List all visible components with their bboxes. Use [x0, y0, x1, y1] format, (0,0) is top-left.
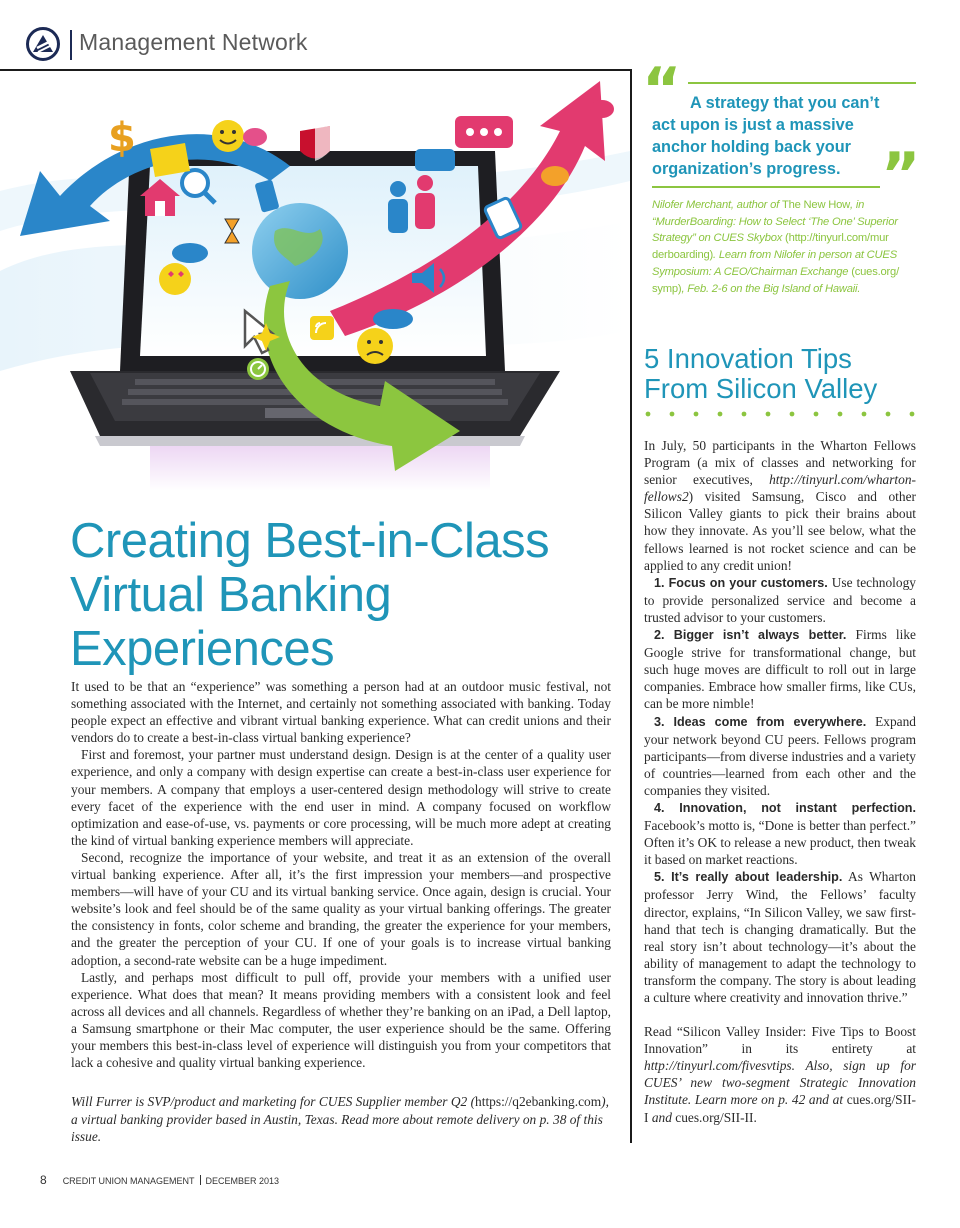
- intro-link[interactable]: http://tinyurl.com/wharton-fellows2: [644, 472, 916, 505]
- closing-text: . Also, sign up for CUES’ new two-segment Strategic Innovation Institute. Learn more on p. 42 and at: [644, 1058, 916, 1108]
- attr-text: “MurderBoarding: How to Select ‘The One’ Superior: [652, 215, 898, 228]
- attr-book-title: The New How: [781, 199, 851, 211]
- close-quote-icon: ”: [881, 140, 921, 210]
- article-body: [71, 678, 611, 1071]
- quote-line: organization’s progress.: [652, 160, 841, 178]
- article-paragraph: First and foremost, your partner must understand design. Design is at the center of a quality user experience, and only a company with design expertise can create a best-in-class user experience for your members. A company that employs a user-centered design methodology will strive to create every facet of the experience with the end user in mind. A company focused on workflow optimization and ease-of-use, vs. payments or core processing, will be much more adept at creating the kind of virtual banking experience members will appreciate.: [71, 747, 611, 848]
- closing-link[interactable]: http://tinyurl.com/fivesvtips: [644, 1058, 792, 1074]
- attr-link[interactable]: (http://tinyurl.com/mur: [785, 232, 889, 245]
- title-line: Virtual Banking: [70, 568, 392, 622]
- article-paragraph: Second, recognize the importance of your website, and treat it as an extension of the overall virtual banking experience. After all, it’s the first impression your members—and prospective members—will have of your CU and its virtual banking service. Once again, design is crucial. Your website’s look and feel should be of the same quality as your virtual banking offerings. The greater the consistency in fonts, color scheme and branding, the greater the experience for your members, and the greater the perception of your CU. If one of your goals is to increase virtual banking adoption, a second-rate website can be a huge impediment.: [71, 849, 611, 968]
- title-line: Creating Best-in-Class: [70, 514, 550, 568]
- header-divider: [70, 30, 72, 60]
- quote-attribution: [652, 197, 914, 297]
- tips-title-line: From Silicon Valley: [644, 373, 878, 404]
- quote-rule-bottom: [652, 186, 880, 188]
- publication-name: CREDIT UNION MANAGEMENT: [62, 1176, 195, 1186]
- tips-title-line: 5 Innovation Tips: [644, 343, 852, 374]
- page-footer: [40, 1173, 279, 1187]
- envelope-icon: [150, 143, 190, 177]
- closing-link[interactable]: cues.org/SII-II: [675, 1109, 754, 1125]
- attr-text: . Learn from Nilofer in person at CUES: [713, 249, 897, 262]
- attr-text: Symposium: A CEO/Chairman Exchange: [652, 265, 852, 278]
- dollar-icon: [108, 115, 136, 161]
- issue-date: DECEMBER 2013: [205, 1176, 280, 1186]
- rss-icon: [310, 316, 334, 340]
- author-byline: [71, 1093, 611, 1146]
- footer-divider: [200, 1175, 201, 1185]
- byline-link[interactable]: https://q2ebanking.com: [475, 1094, 602, 1109]
- intro-text: ) visited Samsung, Cisco and other Silicon Valley giants to pick their brains about how they innovate. As you’ll see below, what the fellows learned is not rocket science and can be applied to any credit union!: [644, 489, 916, 573]
- byline-text: ), a virtual banking provider based in Austin, Texas. Read more about remote delivery on p. 38 of this issue.: [71, 1094, 609, 1145]
- page-number: 8: [40, 1173, 47, 1187]
- page-header: [0, 0, 960, 70]
- tips-title: [644, 344, 944, 404]
- tip-text: Facebook’s motto is, “Done is better than perfect.” Often it’s OK to release a new product, then tweak it based on market reactions.: [644, 818, 916, 868]
- tip-heading: 2. Bigger isn’t always better.: [654, 628, 847, 643]
- tips-closing: [644, 1023, 916, 1126]
- column-rule: [630, 69, 632, 1143]
- tip-text: As Wharton professor Jerry Wind, the Fellows’ faculty director, explains, “In Silicon Valley, we saw first-hand that tech is changing dramatically. But the real story isn’t about technology—it’s about the ability of management to adapt the technology to transform the company. The story is about leading a culture where creativity and innovation thrive.”: [644, 869, 916, 1005]
- tip-text: Firms like Google strive for transformational change, but such huge moves are difficult to roll out in large companies. Embrace how smaller firms, like CUs, can be more nimble!: [644, 627, 916, 712]
- section-title: Management Network: [79, 29, 308, 55]
- attr-text: , Feb. 2-6 on the Big Island of Hawaii.: [681, 282, 861, 295]
- title-line: Experiences: [70, 622, 335, 676]
- svg-text:$: $: [108, 115, 136, 161]
- tip-heading: 3. Ideas come from everywhere.: [654, 714, 867, 729]
- sad-face-icon: [357, 328, 393, 364]
- attr-text: , in: [850, 199, 865, 211]
- tip-item: [644, 799, 916, 868]
- tip-text: Expand your network beyond CU peers. Fellows program participants—from diverse industries and a variety of countries—learned from each other and the companies they visited.: [644, 713, 916, 798]
- closing-text: Read “Silicon Valley Insider: Five Tips to Boost Innovation” in its entirety at: [644, 1024, 916, 1057]
- article-paragraph: Lastly, and perhaps most difficult to pull off, provide your members with a unified user experience. What does that mean? It means providing members with a consistent look and feel across all devices and all channels. Regardless of whether they’re banking on an iPad, a Dell laptop, a Samsung smartphone or their Mac computer, the user experience should be the same. Offering your members this best-in-class level of experience will distinguish you from your competitors that lack a cohesive and quality virtual banking experience.: [71, 969, 611, 1071]
- byline-text: Will Furrer is SVP/product and marketing for CUES Supplier member Q2 (: [71, 1094, 476, 1109]
- intro-text: In July, 50 participants in the Wharton Fellows Program (a mix of classes and networking for senior executives,: [644, 438, 916, 488]
- open-quote-icon: “: [642, 55, 682, 125]
- chat-bubble-icon: [243, 128, 267, 146]
- closing-link[interactable]: cues.org/SII-I: [644, 1092, 916, 1125]
- tip-item: [644, 626, 916, 712]
- tip-item: [644, 713, 916, 799]
- tip-heading: 4. Innovation, not instant perfection.: [654, 800, 916, 815]
- quote-rule-top: [688, 82, 916, 84]
- attr-link[interactable]: (cues.org/: [851, 265, 899, 278]
- attr-link[interactable]: symp): [652, 282, 682, 295]
- closing-text: and: [648, 1109, 676, 1125]
- tip-heading: 1. Focus on your customers.: [654, 575, 828, 590]
- attr-text: Strategy” on CUES Skybox: [652, 232, 786, 245]
- tip-item: [644, 868, 916, 1006]
- blue-bubble-icon: [172, 243, 208, 263]
- attr-link[interactable]: derboarding): [652, 249, 714, 262]
- dotted-divider: [644, 409, 934, 419]
- hero-illustration: [0, 71, 630, 511]
- quote-line: act upon is just a massive: [652, 116, 854, 134]
- paragraph-gap: [644, 1006, 916, 1023]
- chat-box-icon: [415, 149, 455, 171]
- tip-item: [644, 574, 916, 626]
- tip-heading: 5. It’s really about leadership.: [654, 870, 843, 885]
- smiley-icon: [212, 120, 244, 152]
- cues-logo-icon: [26, 27, 60, 61]
- article-title: [70, 514, 630, 676]
- article-paragraph: It used to be that an “experience” was something a person had at an outdoor music festival, not something associated with the Internet, and certainly not something associated with banking. Today people expect an effective and vibrant virtual banking experience. What can credit unions and their vendors do to create a best-in-class virtual banking experience?: [71, 679, 611, 746]
- tips-intro: [644, 437, 916, 574]
- closing-text: .: [753, 1109, 757, 1125]
- quote-line: A strategy that you can’t: [690, 94, 880, 112]
- tip-text: Use technology to provide personalized service and become a trusted advisor to your customers.: [644, 574, 916, 625]
- pull-quote: [652, 92, 892, 180]
- tips-body: [644, 437, 916, 1126]
- attr-text: Nilofer Merchant, author of: [652, 199, 782, 211]
- heart-face-icon: [159, 263, 191, 295]
- blue-bubble-icon: [373, 309, 413, 329]
- quote-line: anchor holding back your: [652, 138, 852, 156]
